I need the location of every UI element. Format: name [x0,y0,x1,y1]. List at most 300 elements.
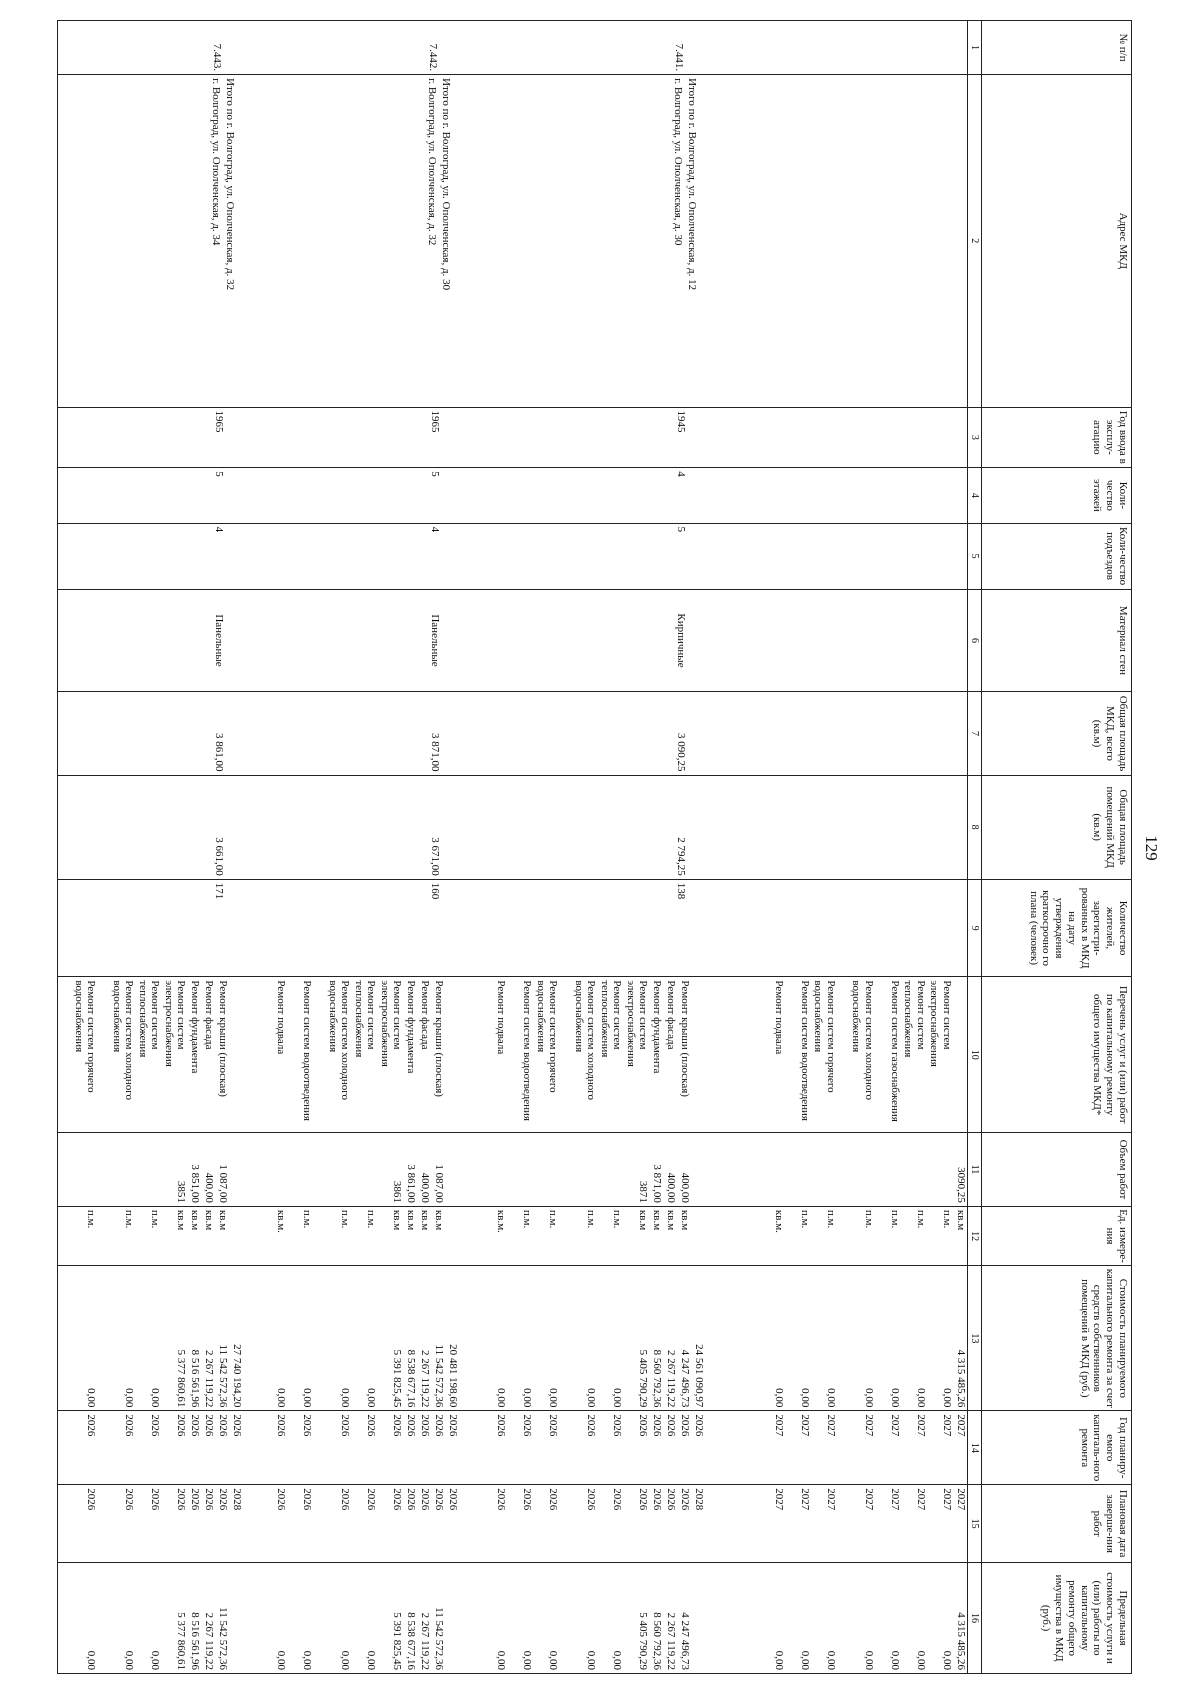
work-unit: кв.м [189,1209,202,1231]
entrance-count: 4 [244,523,460,589]
work-name: Ремонт систем горячего водоснабжения [534,980,560,1093]
work-name: Ремонт фасада [203,980,216,1050]
work-unit: кв.м. [495,1209,508,1233]
work-unit: кв.м [175,1209,188,1231]
work-volume [875,1136,901,1203]
work-end-date: 2026 [85,1488,98,1511]
work-end-date: 2026 [365,1488,378,1511]
work-name: Ремонт систем электроснабжения [162,980,188,1067]
work-end-date: 2027 [941,1488,953,1511]
work-name: Ремонт систем холодного водоснабжения [110,980,136,1101]
work-name: Ремонт систем водоотведения [799,980,811,1121]
work-volume [771,1136,785,1203]
work-cost: 11 542 572,36 [217,1344,230,1408]
work-unit: кв.м [433,1209,446,1231]
work-name: Ремонт систем теплоснабжения [136,980,162,1058]
work-unit: п.м. [339,1209,352,1229]
work-limit-cost: 0,00 [495,1650,508,1670]
work-limit-cost: 4 315 485,26 [955,1612,967,1670]
work-volume: 3871 [637,1180,650,1203]
work-name-cell [58,977,244,1133]
column-number: 5 [968,523,982,589]
total-label: Итого по г. Волгоград, ул. Ополченская, д. 32 [224,78,237,291]
work-year-cell [706,1411,968,1485]
work-end-date-cell [58,1485,244,1563]
work-unit-cell [460,1206,706,1265]
building-row [58,21,244,1674]
work-end-date: 2026 [665,1488,678,1511]
work-year: 2026 [85,1414,98,1437]
work-unit: п.м. [941,1209,953,1229]
work-end-date: 2027 [799,1488,811,1511]
building-row [706,21,968,1674]
commission-year [706,407,968,468]
work-volume [352,1136,378,1203]
work-name: Ремонт систем электроснабжения [378,980,404,1067]
column-number: 1 [968,21,982,75]
work-cost: 8 538 677,16 [405,1349,418,1408]
work-unit [692,1210,706,1262]
work-limit-cost: 8 538 677,16 [405,1612,418,1670]
work-cost: 0,00 [585,1388,598,1408]
floor-count: 5 [58,468,244,523]
work-limit-cost [446,1566,460,1670]
header-cell: Общая площадь помещений МКД (кв.м) [982,775,1132,879]
work-name: Ремонт крыши (плоская) [679,980,692,1097]
column-number: 16 [968,1563,982,1674]
residents-count [706,879,968,977]
column-number: 3 [968,407,982,468]
work-cost: 0,00 [275,1388,288,1408]
work-name-cell [244,977,460,1133]
work-end-date: 2026 [679,1488,692,1511]
work-name [692,980,706,1129]
address: г. Волгоград, ул. Ополченская, д. 30 [672,78,685,246]
work-year: 2026 [495,1414,508,1437]
rotated-page [72,14,1166,1682]
work-end-date: 2028 [231,1488,244,1511]
work-year: 2026 [275,1414,288,1437]
commission-year: 1965 [58,407,244,468]
work-name: Ремонт систем холодного водоснабжения [572,980,598,1101]
work-volume: 1 087,00 [217,1164,230,1203]
work-limit-cost: 0,00 [585,1650,598,1670]
work-cost: 2 267 119,22 [419,1350,432,1408]
work-year: 2027 [825,1414,837,1437]
work-year: 2026 [189,1414,202,1437]
header-cell: Ед. измере-ния [982,1206,1132,1265]
work-volume [494,1136,508,1203]
work-name: Ремонт фасада [419,980,432,1050]
work-volume: 3861 [391,1180,404,1203]
work-unit: п.м. [149,1209,162,1229]
total-area: 3 871,00 [244,692,460,775]
work-volume [72,1136,98,1203]
work-cost-cell [460,1266,706,1411]
work-end-date-cell [244,1485,460,1563]
work-end-date: 2026 [419,1488,432,1511]
work-volume [837,1136,875,1203]
header-row [982,21,1132,1674]
work-limit-cost: 0,00 [339,1650,352,1670]
work-end-date: 2026 [637,1488,650,1511]
work-volume [534,1136,560,1203]
work-limit-cost: 8 560 792,36 [651,1612,664,1670]
column-number: 4 [968,468,982,523]
column-number: 13 [968,1266,982,1411]
work-end-date: 2027 [889,1488,901,1511]
work-volume: 3 851,00 [189,1164,202,1203]
address-cell [58,75,244,407]
work-name: Ремонт систем газоснабжения [889,980,901,1122]
work-limit-cost: 0,00 [521,1650,534,1670]
row-number: 7.443. [58,21,244,75]
work-unit: п.м. [521,1209,534,1229]
work-cost: 0,00 [863,1388,875,1408]
work-unit-cell [244,1206,460,1265]
header-cell: Стоимость планируемого капитального ремонта за счет средств собственников помещений в МКД (руб.) [982,1266,1132,1411]
work-cost: 8 560 792,36 [651,1349,664,1408]
work-end-date: 2027 [863,1488,875,1511]
header-cell: № п/п [982,21,1132,75]
work-year: 2026 [123,1414,136,1437]
header-cell: Перечень услуг и (или) работ по капитальному ремонту общего имущества МКД* [982,977,1132,1133]
header-cell: Материал стен [982,589,1132,692]
residents-count: 138 [460,879,706,977]
work-volume: 400,00 [203,1172,216,1203]
work-name: Ремонт фундамента [189,980,202,1074]
commission-year: 1965 [244,407,460,468]
work-cost: 5 405 790,29 [637,1349,650,1408]
work-name: Ремонт фасада [665,980,678,1050]
work-end-date: 2026 [447,1488,460,1511]
page-number: 129 [1142,835,1161,861]
work-year: 2026 [611,1414,624,1437]
work-unit: п.м. [123,1209,136,1229]
work-name: Ремонт систем водоотведения [301,980,314,1121]
work-end-date: 2026 [301,1488,314,1511]
work-cost: 11 542 572,36 [433,1344,446,1408]
work-cost: 0,00 [889,1388,901,1408]
work-limit-cost: 8 516 561,96 [189,1612,202,1670]
work-name: Ремонт подвала [495,980,508,1055]
work-volume [560,1136,598,1203]
work-volume [598,1136,624,1203]
work-year: 2026 [433,1414,446,1437]
work-year: 2026 [203,1414,216,1437]
work-end-date: 2027 [773,1488,785,1511]
work-limit-cost-cell [58,1563,244,1674]
work-limit-cost: 4 247 496,73 [679,1612,692,1670]
work-end-date: 2026 [547,1488,560,1511]
work-unit: кв.м [203,1209,216,1231]
work-name: Ремонт систем холодного водоснабжения [850,980,875,1101]
header-cell: Коли-чество этажей [982,468,1132,523]
work-year: 2027 [773,1414,785,1437]
commission-year: 1945 [460,407,706,468]
capital-repair-table [57,20,1132,1674]
column-number: 11 [968,1133,982,1207]
work-name: Ремонт подвала [275,980,288,1055]
entrance-count [706,523,968,589]
floor-count [706,468,968,523]
work-cost: 2 267 119,22 [203,1350,216,1408]
work-volume [314,1136,352,1203]
work-limit-cost: 0,00 [547,1650,560,1670]
work-limit-cost: 2 267 119,22 [665,1612,678,1670]
work-volume: 1 087,00 [433,1164,446,1203]
work-end-date: 2026 [149,1488,162,1511]
work-end-date: 2027 [915,1488,927,1511]
address-cell [460,75,706,407]
work-name: Ремонт систем горячего водоснабжения [812,980,837,1093]
work-volume [811,1136,837,1203]
wall-material: Панельные [58,589,244,692]
work-cost: 4 247 496,73 [679,1349,692,1408]
work-volume: 3851 [175,1180,188,1203]
column-number-row [968,21,982,1674]
work-limit-cost: 0,00 [889,1650,901,1670]
work-volume-cell [706,1133,968,1207]
work-end-date: 2026 [175,1488,188,1511]
work-name: Ремонт систем теплоснабжения [598,980,624,1058]
work-unit: кв.м [651,1209,664,1231]
work-cost: 0,00 [365,1388,378,1408]
table-body [58,21,968,1674]
work-limit-cost: 2 267 119,22 [203,1612,216,1670]
work-unit: п.м. [825,1209,837,1229]
work-unit [230,1210,244,1262]
column-number: 15 [968,1485,982,1563]
work-unit [446,1210,460,1262]
work-unit: п.м. [863,1209,875,1229]
work-name [230,980,244,1129]
work-year: 2027 [915,1414,927,1437]
work-name-cell [460,977,706,1133]
work-cost: 2 267 119,22 [665,1350,678,1408]
header-cell: Год ввода в эксплу-атацию [982,407,1132,468]
work-end-date: 2026 [391,1488,404,1511]
wall-material: Панельные [244,589,460,692]
residents-count: 171 [58,879,244,977]
work-year: 2026 [231,1414,244,1437]
work-volume [230,1136,244,1203]
work-limit-cost: 11 542 572,36 [433,1607,446,1670]
work-year: 2027 [889,1414,901,1437]
work-unit: п.м. [365,1209,378,1229]
work-unit: кв.м [405,1209,418,1231]
work-unit: п.м. [301,1209,314,1229]
work-limit-cost-cell [244,1563,460,1674]
work-name: Ремонт систем электроснабжения [928,980,953,1067]
work-cost: 20 481 198,60 [447,1344,460,1408]
work-name-cell [706,977,968,1133]
work-unit: кв.м [391,1209,404,1231]
work-cost: 0,00 [825,1388,837,1408]
total-label: Итого по г. Волгоград, ул. Ополченская, д. 12 [686,78,699,291]
work-cost: 0,00 [149,1388,162,1408]
work-name: Ремонт систем холодного водоснабжения [326,980,352,1101]
work-year: 2026 [447,1414,460,1437]
work-cost-cell [58,1266,244,1411]
work-year: 2026 [547,1414,560,1437]
header-cell: Общая площадь МКД, всего (кв.м) [982,692,1132,775]
work-year: 2026 [405,1414,418,1437]
building-row [244,21,460,1674]
work-cost: 8 516 561,96 [189,1349,202,1408]
work-cost: 5 391 825,45 [391,1349,404,1408]
work-cost: 0,00 [915,1388,927,1408]
address-cell [244,75,460,407]
work-unit: п.м. [799,1209,811,1229]
work-unit: кв.м [665,1209,678,1231]
work-unit: кв.м. [275,1209,288,1233]
work-cost: 0,00 [123,1388,136,1408]
work-year: 2026 [521,1414,534,1437]
work-year: 2026 [637,1414,650,1437]
work-end-date: 2028 [693,1488,706,1511]
work-end-date-cell [460,1485,706,1563]
work-year: 2026 [339,1414,352,1437]
work-name: Ремонт систем теплоснабжения [352,980,378,1058]
floor-count: 5 [244,468,460,523]
work-limit-cost: 0,00 [611,1650,624,1670]
work-end-date: 2026 [521,1488,534,1511]
work-limit-cost: 0,00 [149,1650,162,1670]
wall-material [706,589,968,692]
work-limit-cost-cell [460,1563,706,1674]
work-limit-cost: 0,00 [863,1650,875,1670]
work-name: Ремонт систем электроснабжения [624,980,650,1067]
work-year: 2026 [679,1414,692,1437]
work-name: Ремонт систем горячего водоснабжения [72,980,98,1093]
work-volume-cell [58,1133,244,1207]
work-limit-cost: 5 405 790,29 [637,1612,650,1670]
work-cost: 0,00 [521,1388,534,1408]
column-number: 10 [968,977,982,1133]
work-cost: 0,00 [301,1388,314,1408]
work-cost: 4 315 485,26 [955,1349,967,1408]
work-unit: п.м. [85,1209,98,1229]
work-name: Ремонт фундамента [651,980,664,1074]
work-year: 2026 [665,1414,678,1437]
work-limit-cost [692,1566,706,1670]
work-name: Ремонт крыши (плоская) [433,980,446,1097]
work-volume [785,1136,811,1203]
work-unit: кв.м [955,1209,967,1231]
work-cost: 0,00 [85,1388,98,1408]
work-year-cell [244,1411,460,1485]
work-cost: 0,00 [611,1388,624,1408]
work-volume [508,1136,534,1203]
work-volume [901,1136,927,1203]
work-year: 2026 [693,1414,706,1437]
work-year-cell [58,1411,244,1485]
header-cell: Количество жителей, зарегистри-рованных в МКД на дату утверждения краткосрочно го плана (человек) [982,879,1132,977]
entrance-count: 4 [58,523,244,589]
work-limit-cost: 0,00 [123,1650,136,1670]
total-area [706,692,968,775]
work-year: 2027 [799,1414,811,1437]
work-limit-cost: 2 267 119,22 [419,1612,432,1670]
work-limit-cost: 0,00 [825,1650,837,1670]
rooms-area: 3 671,00 [244,775,460,879]
work-name: Ремонт фундамента [405,980,418,1074]
work-volume [927,1136,953,1203]
work-end-date: 2027 [825,1488,837,1511]
column-number: 7 [968,692,982,775]
work-end-date-cell [706,1485,968,1563]
header-cell: Коли-чество подъездов [982,523,1132,589]
work-unit: кв.м [217,1209,230,1231]
header-cell: Объем работ [982,1133,1132,1207]
work-volume-cell [244,1133,460,1207]
work-name [446,980,460,1129]
work-unit-cell [706,1206,968,1265]
rooms-area: 2 794,25 [460,775,706,879]
column-number: 14 [968,1411,982,1485]
total-area: 3 861,00 [58,692,244,775]
work-cost: 5 377 860,61 [175,1349,188,1408]
work-year: 2026 [301,1414,314,1437]
work-end-date: 2026 [275,1488,288,1511]
work-limit-cost: 0,00 [915,1650,927,1670]
row-number [706,21,968,75]
work-year: 2026 [217,1414,230,1437]
work-unit: п.м. [915,1209,927,1229]
work-cost: 24 561 090,97 [693,1344,706,1408]
work-limit-cost: 0,00 [85,1650,98,1670]
work-end-date: 2026 [405,1488,418,1511]
work-year: 2026 [419,1414,432,1437]
work-cost: 0,00 [547,1388,560,1408]
work-volume [274,1136,288,1203]
work-volume [692,1136,706,1203]
work-unit: кв.м [419,1209,432,1231]
column-number: 2 [968,75,982,407]
work-year: 2027 [863,1414,875,1437]
work-year: 2027 [941,1414,953,1437]
work-volume: 3090,25 [955,1167,967,1203]
work-unit: кв.м. [773,1209,785,1233]
header-cell: Год планиру-емого капиталь-ного ремонта [982,1411,1132,1485]
floor-count: 4 [460,468,706,523]
work-end-date: 2027 [955,1488,967,1511]
work-limit-cost: 5 377 860,61 [175,1612,188,1670]
address: г. Волгоград, ул. Ополченская, д. 34 [210,78,223,246]
header-cell: Адрес МКД [982,75,1132,407]
work-end-date: 2026 [189,1488,202,1511]
building-row [460,21,706,1674]
work-volume [98,1136,136,1203]
work-volume: 400,00 [419,1172,432,1203]
total-area: 3 090,25 [460,692,706,775]
address-cell [706,75,968,407]
work-end-date: 2026 [651,1488,664,1511]
column-number: 6 [968,589,982,692]
work-name: Ремонт систем теплоснабжения [902,980,927,1058]
work-year: 2026 [365,1414,378,1437]
work-limit-cost-cell [706,1563,968,1674]
work-limit-cost: 0,00 [365,1650,378,1670]
work-limit-cost: 0,00 [301,1650,314,1670]
wall-material: Кирпичные [460,589,706,692]
work-volume: 3 871,00 [651,1164,664,1203]
column-number: 12 [968,1206,982,1265]
work-cost: 0,00 [495,1388,508,1408]
work-volume [288,1136,314,1203]
work-year: 2026 [585,1414,598,1437]
